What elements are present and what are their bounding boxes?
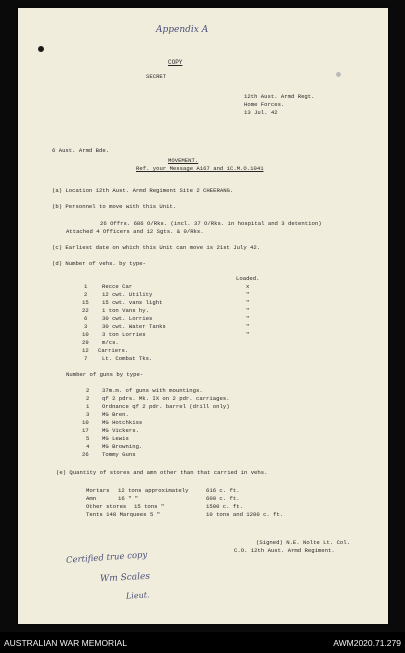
vehicle-qty: 15	[82, 299, 89, 306]
gun-type: MG Hotchkiss	[102, 419, 143, 426]
vehicle-type: 12 cwt. Utility	[102, 291, 153, 298]
document-title: MOVEMENT.	[168, 157, 199, 164]
stores-tons: 16 " "	[118, 495, 139, 502]
vehicle-type: 1 ton Vans hy.	[102, 307, 149, 314]
vehicle-type: Carriers.	[98, 347, 129, 354]
vehicle-qty: 12	[82, 347, 89, 354]
stores-cuft: 600 c. ft.	[206, 495, 240, 502]
stores-tons: 5 "	[150, 511, 161, 518]
vehicle-loaded: "	[246, 323, 250, 330]
gun-qty: 10	[82, 419, 89, 426]
secret-marking: SECRET	[146, 73, 167, 80]
gun-qty: 5	[86, 435, 90, 442]
vehicle-qty: 6	[84, 315, 88, 322]
item-d: (d) Number of vehs. by type-	[52, 260, 146, 267]
item-b-personnel: 26 Offrs. 686 O/Rks. (incl. 37 O/Rks. in hospital and 3 detention)	[100, 220, 322, 227]
gun-qty: 4	[86, 443, 90, 450]
vehicle-loaded: "	[246, 307, 250, 314]
letter-date: 13 Jul. 42	[244, 109, 278, 116]
vehicle-qty: 7	[84, 355, 88, 362]
gun-type: MG Lewis	[102, 435, 129, 442]
certification-note: Certified true copy	[65, 550, 148, 566]
sender-unit: 12th Aust. Armd Regt.	[244, 93, 315, 100]
vehicle-loaded: "	[246, 315, 250, 322]
stores-item: Other stores	[86, 503, 127, 510]
punch-hole	[336, 72, 341, 77]
stores-item: Amn	[86, 495, 97, 502]
archive-name: AUSTRALIAN WAR MEMORIAL	[4, 638, 127, 648]
vehicle-type: m/cs.	[102, 339, 119, 346]
stores-tons: 15 tons "	[134, 503, 165, 510]
vehicle-type: Lt. Combat Tks.	[102, 355, 153, 362]
gun-type: qf 2 pdrs. Mk. IX on 2 pdr. carriages.	[102, 395, 230, 402]
punch-hole	[38, 46, 44, 52]
vehicle-qty: 29	[82, 339, 89, 346]
gun-qty: 3	[86, 411, 90, 418]
gun-qty: 2	[86, 387, 90, 394]
stores-item: Mortars	[86, 487, 110, 494]
vehicle-type: 30 cwt. Lorries	[102, 315, 153, 322]
stores-tons: 12 tons approximately	[118, 487, 189, 494]
item-a: (a) Location 12th Aust. Armd Regiment Site 2 CHEERANG.	[52, 187, 234, 194]
gun-type: MG Vickers.	[102, 427, 139, 434]
gun-type: Ordnance qf 2 pdr. barrel (drill only)	[102, 403, 230, 410]
guns-intro: Number of guns by type-	[66, 371, 144, 378]
vehicle-qty: 10	[82, 331, 89, 338]
certifier-rank: Lieut.	[125, 590, 150, 601]
vehicle-type: Recce Car	[102, 283, 133, 290]
gun-qty: 1	[86, 403, 90, 410]
gun-type: Tommy Guns	[102, 451, 136, 458]
vehicle-loaded: "	[246, 299, 250, 306]
vehicle-qty: 2	[84, 291, 88, 298]
reference-line: Ref. your Message A167 and 1C.M.O.1041	[136, 165, 264, 172]
vehicle-qty: 1	[84, 283, 88, 290]
certifier-signature: Wm Scales	[99, 571, 151, 585]
archive-footer	[0, 632, 405, 653]
appendix-annotation: Appendix A	[156, 25, 209, 35]
vehicle-qty: 3	[84, 323, 88, 330]
vehicle-type: 3 ton Lorries	[102, 331, 146, 338]
signature-title: C.O. 12th Aust. Armd Regiment.	[234, 547, 335, 554]
copy-heading: COPY	[168, 59, 183, 66]
archive-id: AWM2020.71.279	[333, 638, 401, 648]
stores-cuft: 10 tons and 1200 c. ft.	[206, 511, 284, 518]
document-page	[18, 8, 388, 624]
vehicle-type: 15 cwt. vans light	[102, 299, 163, 306]
gun-type: MG Browning.	[102, 443, 143, 450]
item-b: (b) Personnel to move with this Unit.	[52, 203, 177, 210]
loaded-header: Loaded.	[236, 275, 260, 282]
vehicle-loaded: "	[246, 331, 250, 338]
item-b-attached: Attached 4 Officers and 12 Sgts. & 0/Rks.	[66, 228, 204, 235]
signature-line: (Signed) N.E. Nolte Lt. Col.	[256, 539, 350, 546]
vehicle-type: 30 cwt. Water Tanks	[102, 323, 166, 330]
item-e: (e) Quantity of stores and amn other than that carried in vehs.	[56, 469, 268, 476]
vehicle-qty: 22	[82, 307, 89, 314]
stores-item: Tents 148 Marquees	[86, 511, 147, 518]
sender-location: Home Forces.	[244, 101, 285, 108]
gun-qty: 26	[82, 451, 89, 458]
gun-qty: 17	[82, 427, 89, 434]
item-c: (c) Earliest date on which this Unit can move is 21st July 42.	[52, 244, 261, 251]
stores-cuft: 616 c. ft.	[206, 487, 240, 494]
gun-type: MG Bren.	[102, 411, 129, 418]
gun-qty: 2	[86, 395, 90, 402]
stores-cuft: 1500 c. ft.	[206, 503, 243, 510]
vehicle-loaded: "	[246, 291, 250, 298]
vehicle-loaded: x	[246, 283, 250, 290]
addressee: 6 Aust. Armd Bde.	[52, 147, 110, 154]
gun-type: 37m.m. of guns with mountings.	[102, 387, 203, 394]
